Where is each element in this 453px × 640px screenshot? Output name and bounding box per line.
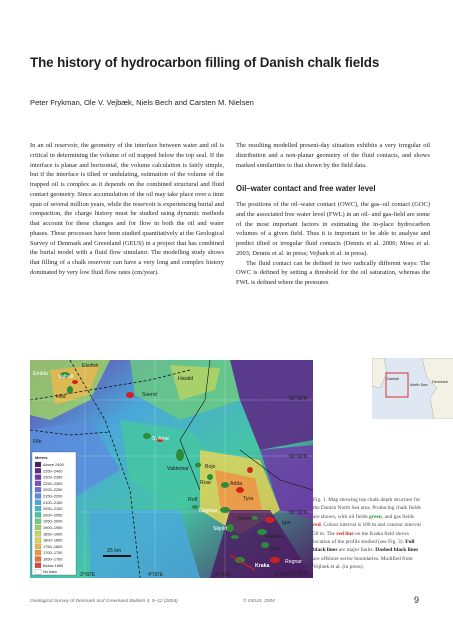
lat-label: 56°30'N	[289, 396, 308, 402]
legend-label: 2250–2300	[43, 480, 63, 486]
field-label: Harald	[178, 376, 194, 382]
field-label: Rolf	[188, 497, 198, 503]
legend-swatch	[35, 512, 41, 517]
field-label: Valdemar	[167, 466, 189, 472]
legend-swatch	[35, 538, 41, 543]
page-number: 9	[414, 595, 420, 605]
field-label: Boje	[205, 464, 216, 470]
lon-label: 4°30'E	[215, 572, 231, 578]
field-label: Adda	[230, 481, 243, 487]
legend-label: 1800–1850	[43, 537, 63, 543]
caption-red-line: red line	[336, 530, 354, 537]
left-column	[30, 141, 224, 278]
legend-label: 1850–1900	[43, 531, 63, 537]
legend-label: 2000–2050	[43, 512, 63, 518]
field-label: Kraka	[255, 563, 270, 569]
caption-green: green	[369, 513, 382, 520]
right-paragraph-2: The fluid contact can be defined in two radically different ways: The OWC is defined by setting a threshold for the oil saturation, whereas the FWL is defined where the pressures	[236, 259, 430, 286]
legend-swatch	[35, 487, 41, 492]
scale-label: 25 km	[107, 548, 122, 554]
lon-label: 4°00'E	[148, 572, 164, 578]
legend-label: Above 2400	[43, 462, 64, 467]
legend-label: 1650–1700	[43, 556, 63, 562]
field-label: Dan	[270, 546, 280, 552]
field-label: Regnar	[285, 559, 303, 565]
legend-swatch	[35, 563, 41, 568]
legend-title: Metres	[35, 455, 48, 460]
caption-text: are major faults.	[337, 547, 376, 554]
legend-swatch	[35, 544, 41, 549]
legend-label: 2350–2400	[43, 468, 63, 474]
figure-caption	[313, 496, 423, 572]
field-label: Igor	[282, 520, 291, 526]
lat-label: 56°00'N	[289, 454, 308, 460]
location-inset-map	[372, 358, 453, 419]
intro-paragraph: The resulting modelled present-day situation exhibits a very irregular oil distribution and a non-planar geometry of the fluid contacts, and shows marked similarities to that shown by the field data.	[236, 142, 430, 169]
legend-swatch	[35, 531, 41, 536]
area-label: Embla	[33, 371, 48, 377]
caption-full-lines: Full black lines	[313, 539, 415, 554]
legend-swatch	[35, 557, 41, 562]
footer-citation: Geological Survey of Denmark and Greenland Bulletin 4, 9–12 (2004)	[30, 599, 178, 604]
left-paragraph: In an oil reservoir, the geometry of the interface between water and oil is critical in determining the volume of oil trapped below the top seal. If the interface is planar and horizontal, the volume calculation is fairly simple, but if the interface is tilted or undulating, estimation of the volume of the trapped oil is complex as it depends on the combined structural and fluid contact geometry. Since accumulation of the oil may take place over a time span of several million years, while the reservoir is experiencing burial and compaction, the charge history must be studied using dynamic methods that account for these changes and for flow in both the oil and water phases. These processes have been studied quantitatively at the Geological Survey of Denmark and Greenland (GEUS) in a project that has combined the burial model with a fluid flow simulator. The modelling study shows that filling of a chalk reservoir can have a very long and complex history dominated by very low fluid flow rates (cm/year).	[30, 142, 224, 276]
legend-label: 2100–2150	[43, 499, 63, 505]
caption-text: , and gas fields	[381, 513, 415, 520]
field-label: Dagmar	[199, 508, 218, 514]
legend-label: 1700–1750	[43, 550, 63, 556]
field-label: Skjold	[213, 526, 228, 532]
legend-swatch	[35, 506, 41, 511]
caption-text: are offshore sector boundaries. Modified from Vejbæk et al. (in press).	[313, 555, 413, 571]
field-label: Tyra	[243, 496, 254, 502]
field-label: Ekofisk	[82, 363, 99, 369]
legend-swatch	[35, 468, 41, 473]
legend-swatch	[35, 569, 41, 574]
legend-label: Below 1650	[43, 562, 64, 568]
area-label: Fife	[33, 439, 42, 445]
inset-label: North Sea	[410, 382, 428, 387]
legend-swatch	[35, 519, 41, 524]
caption-text: Fig. 1. Map showing top chalk depth structure for the Danish North Sea area. Producing chalk fields are shown, with oil fields	[313, 497, 421, 520]
inset-label: Denmark	[432, 379, 448, 384]
field-label: Hod	[56, 394, 66, 400]
caption-dashed-lines: Dashed black lines	[375, 547, 419, 554]
legend-label: 2150–2200	[43, 493, 63, 499]
legend-swatch	[35, 481, 41, 486]
field-label: S. Arne	[152, 436, 170, 442]
caption-red: red	[313, 522, 321, 529]
field-label: Roar	[200, 480, 212, 486]
lon-label: 5°00'E	[275, 572, 291, 578]
legend-swatch	[35, 462, 41, 467]
field-label: Svend	[142, 392, 157, 398]
lat-label: 55°00'N	[289, 571, 308, 577]
field-label: Halfdan	[265, 534, 283, 540]
legend-label: 1950–2000	[43, 518, 63, 524]
depth-legend	[32, 452, 76, 575]
scale-bar	[103, 555, 131, 557]
caption-text: on the Kraka field shows location of the profile studied (see Fig. 3).	[313, 530, 409, 546]
article-title: The history of hydrocarbon filling of Danish chalk fields	[30, 55, 380, 70]
footer-copyright: © GEUS, 2004	[243, 599, 275, 604]
legend-swatch	[35, 500, 41, 505]
legend-label: No data	[43, 569, 57, 575]
legend-swatch	[35, 494, 41, 499]
legend-swatch	[35, 475, 41, 480]
caption-text: . Colour interval is 100 m and contour interval 50 m. The	[313, 522, 421, 537]
field-label: Gorm	[238, 516, 251, 522]
legend-swatch	[35, 550, 41, 555]
legend-label: 2050–2100	[43, 506, 63, 512]
right-column	[236, 141, 430, 288]
right-paragraph-1: The positions of the oil–water contact (OWC), the gas–oil contact (GOC) and the associated free water level (FWL) in an oil- and gas-field are some of the most important factors in estimating the in-place hydrocarbon volumes of a given field. Thus it is important to be able to analyse and predict tilted or irregular fluid contacts (Dennis et al. 2000; Moss et al. 2003; Dennis et al. in press; Vejbæk et al. in press).	[236, 201, 430, 257]
section-heading: Oil–water contact and free water level	[236, 184, 376, 194]
legend-label: 2300–2350	[43, 474, 63, 480]
inset-label: Danish	[387, 376, 400, 381]
legend-swatch	[35, 525, 41, 530]
article-authors: Peter Frykman, Ole V. Vejbæk, Niels Bech and Carsten M. Nielsen	[30, 98, 254, 107]
lat-label: 55°30'N	[289, 510, 308, 516]
legend-label: 2200–2250	[43, 487, 63, 493]
lon-label: 3°00'E	[80, 572, 96, 578]
legend-label: 1750–1800	[43, 543, 63, 549]
field-label: Valhall	[58, 374, 74, 380]
legend-label: 1900–1950	[43, 525, 63, 530]
